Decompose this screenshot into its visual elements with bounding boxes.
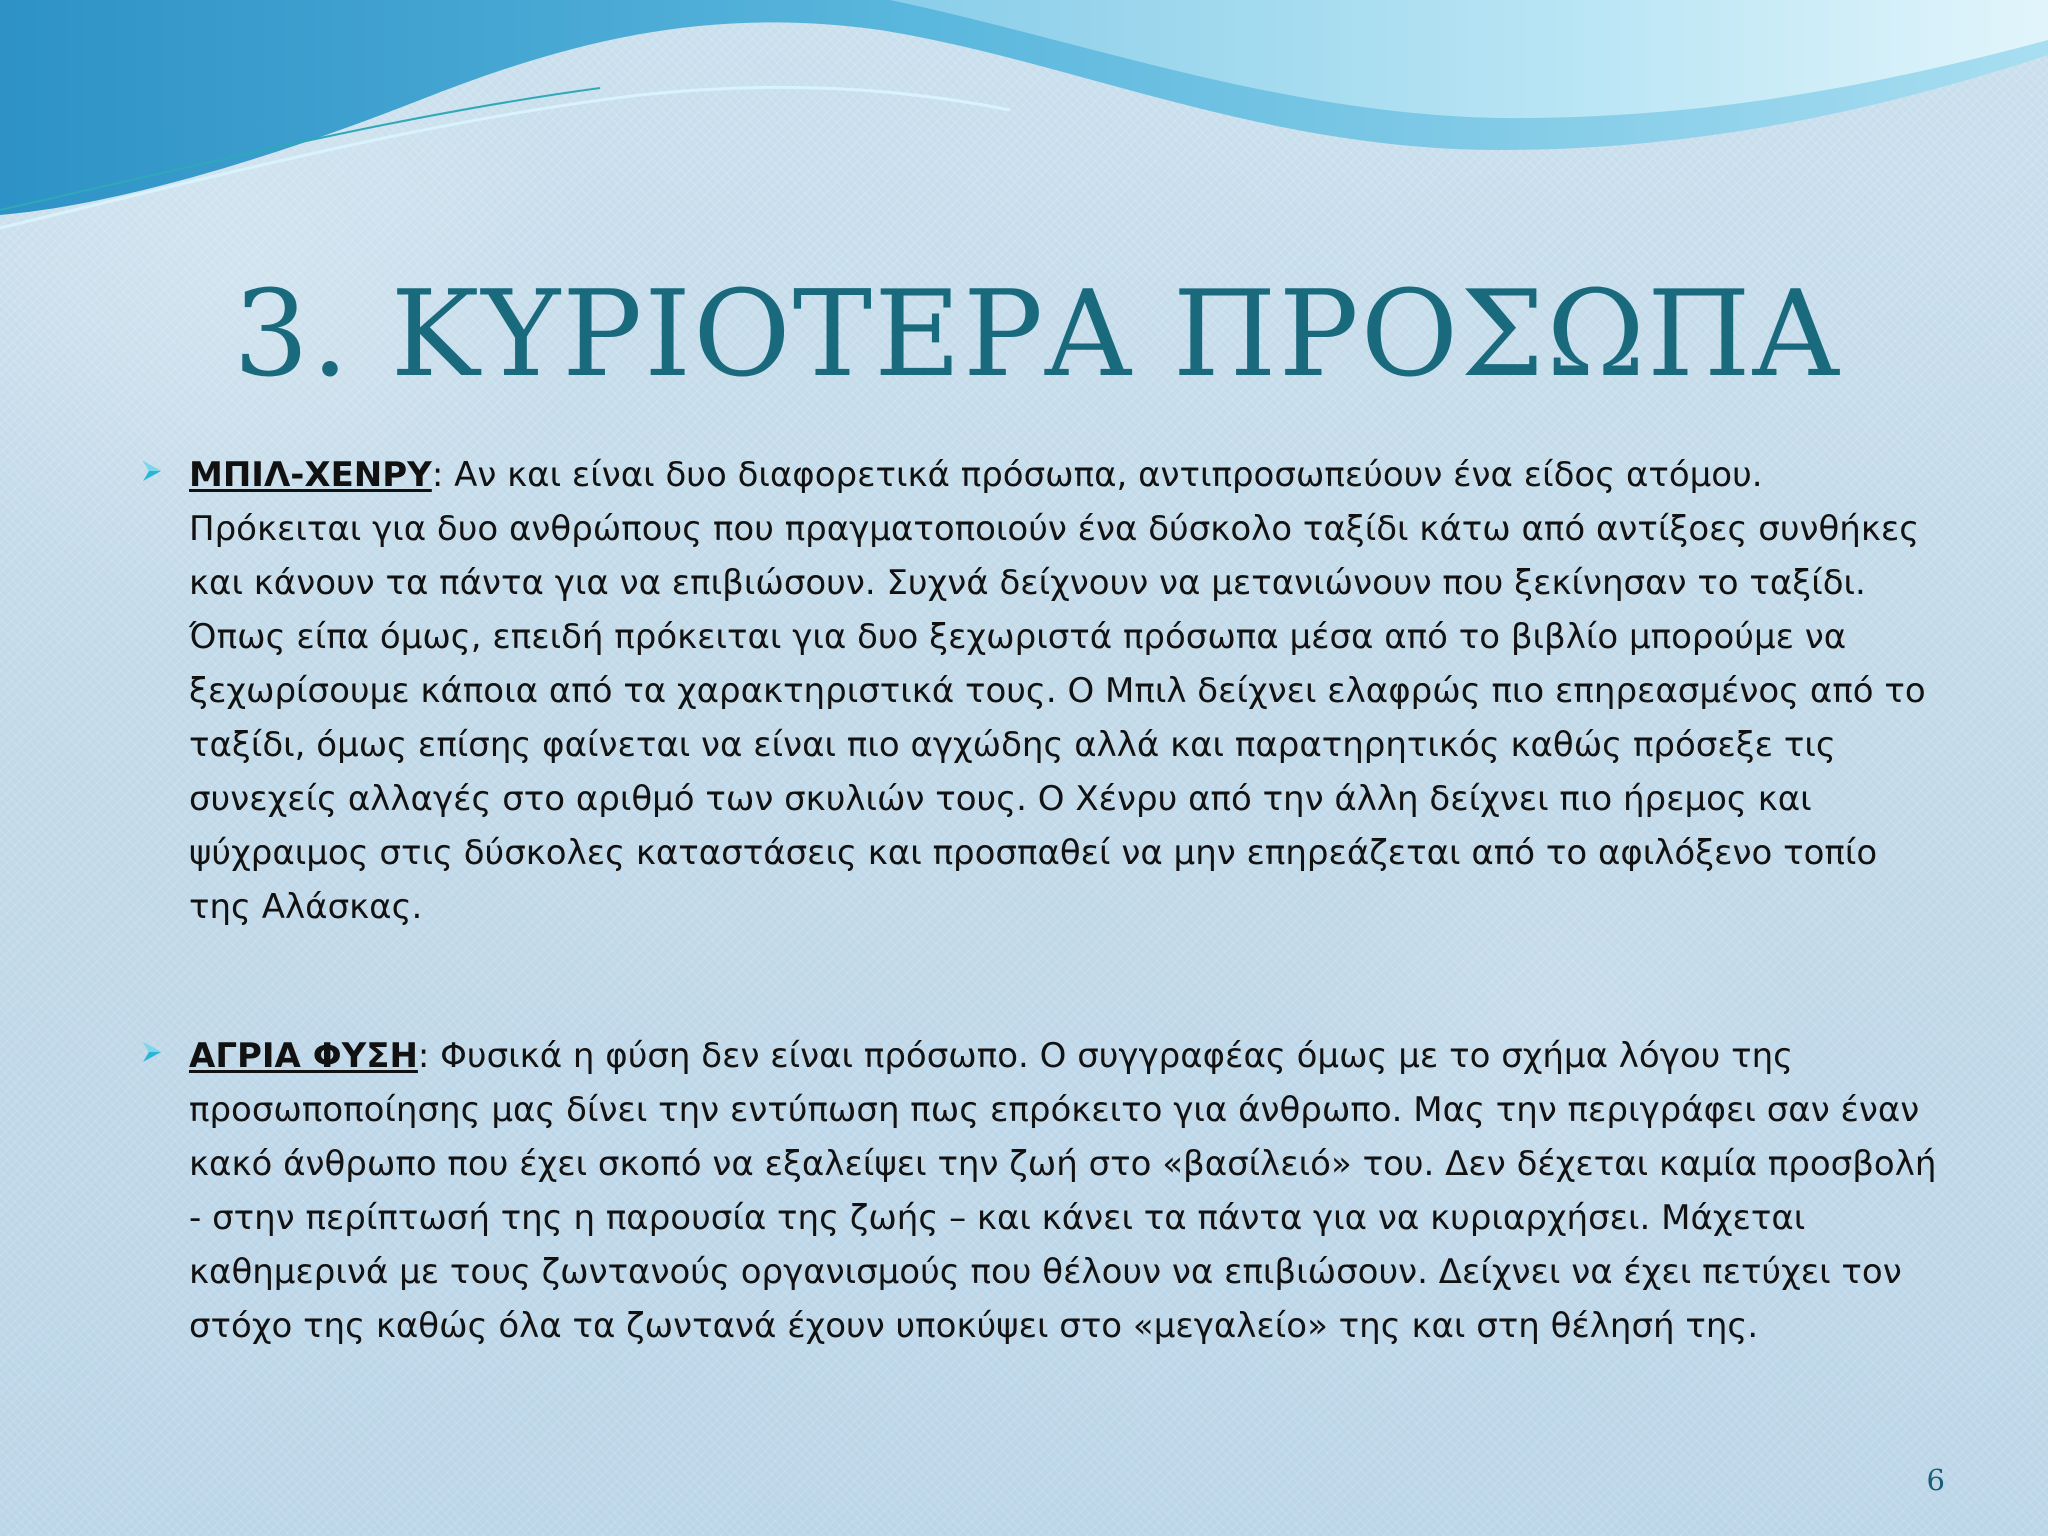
bullet-text: Φυσικά η φύση δεν είναι πρόσωπο. Ο συγγραφέας όμως με το σχήμα λόγου της προσωποποίησης μας δίνει την εντύπωση πως επρόκειτο για άνθρωπο. Μας την περιγράφει σαν έναν κακό άνθρωπο που έχει σκοπό να εξαλείψει την ζωή στο «βασίλειό» του. Δεν δέχεται καμία προσβολή - στην περίπτωσή της η παρουσία της ζωής – και κάνει τα πάντα για να κυριαρχήσει. Μάχεται καθημερινά με τους ζωντανούς οργανισμούς που θέλουν να επιβιώσουν. Δείχνει να έχει πετύχει τον στόχο της καθώς όλα τα ζωντανά έχουν υποκύψει στο «μεγαλείο» της και στη θέλησή της. xyxy=(189,1036,1937,1346)
bullet-list xyxy=(140,448,1940,1353)
bullet-term: ΑΓΡΙΑ ΦΥΣΗ xyxy=(189,1036,418,1076)
bullet-separator: : xyxy=(431,455,455,495)
bullet-item xyxy=(140,448,1940,934)
bullet-separator: : xyxy=(417,1036,441,1076)
page-number: 6 xyxy=(1926,1463,1945,1497)
arrow-bullet-icon xyxy=(140,459,164,483)
bullet-item xyxy=(140,1029,1940,1353)
bullet-term: ΜΠΙΛ-ΧΕΝΡΥ xyxy=(189,455,432,495)
arrow-bullet-icon xyxy=(140,1040,164,1064)
decorative-wave-header xyxy=(0,0,2048,260)
slide-title: 3. ΚΥΡΙΟΤΕΡΑ ΠΡΟΣΩΠΑ xyxy=(233,266,1841,404)
bullet-text: Αν και είναι δυο διαφορετικά πρόσωπα, αντιπροσωπεύουν ένα είδος ατόμου. Πρόκειται για δυο ανθρώπους που πραγματοποιούν ένα δύσκολο ταξίδι κάτω από αντίξοες συνθήκες και κάνουν τα πάντα για να επιβιώσουν. Συχνά δείχνουν να μετανιώνουν που ξεκίνησαν το ταξίδι. Όπως είπα όμως, επειδή πρόκειται για δυο ξεχωριστά πρόσωπα μέσα από το βιβλίο μπορούμε να ξεχωρίσουμε κάποια από τα χαρακτηριστικά τους. Ο Μπιλ δείχνει ελαφρώς πιο επηρεασμένος από το ταξίδι, όμως επίσης φαίνεται να είναι πιο αγχώδης αλλά και παρατηρητικός καθώς πρόσεξε τις συνεχείς αλλαγές στο αριθμό των σκυλιών τους. Ο Χένρυ από την άλλη δείχνει πιο ήρεμος και ψύχραιμος στις δύσκολες καταστάσεις και προσπαθεί να μην επηρεάζεται από το αφιλόξενο τοπίο της Αλάσκας. xyxy=(189,455,1926,927)
